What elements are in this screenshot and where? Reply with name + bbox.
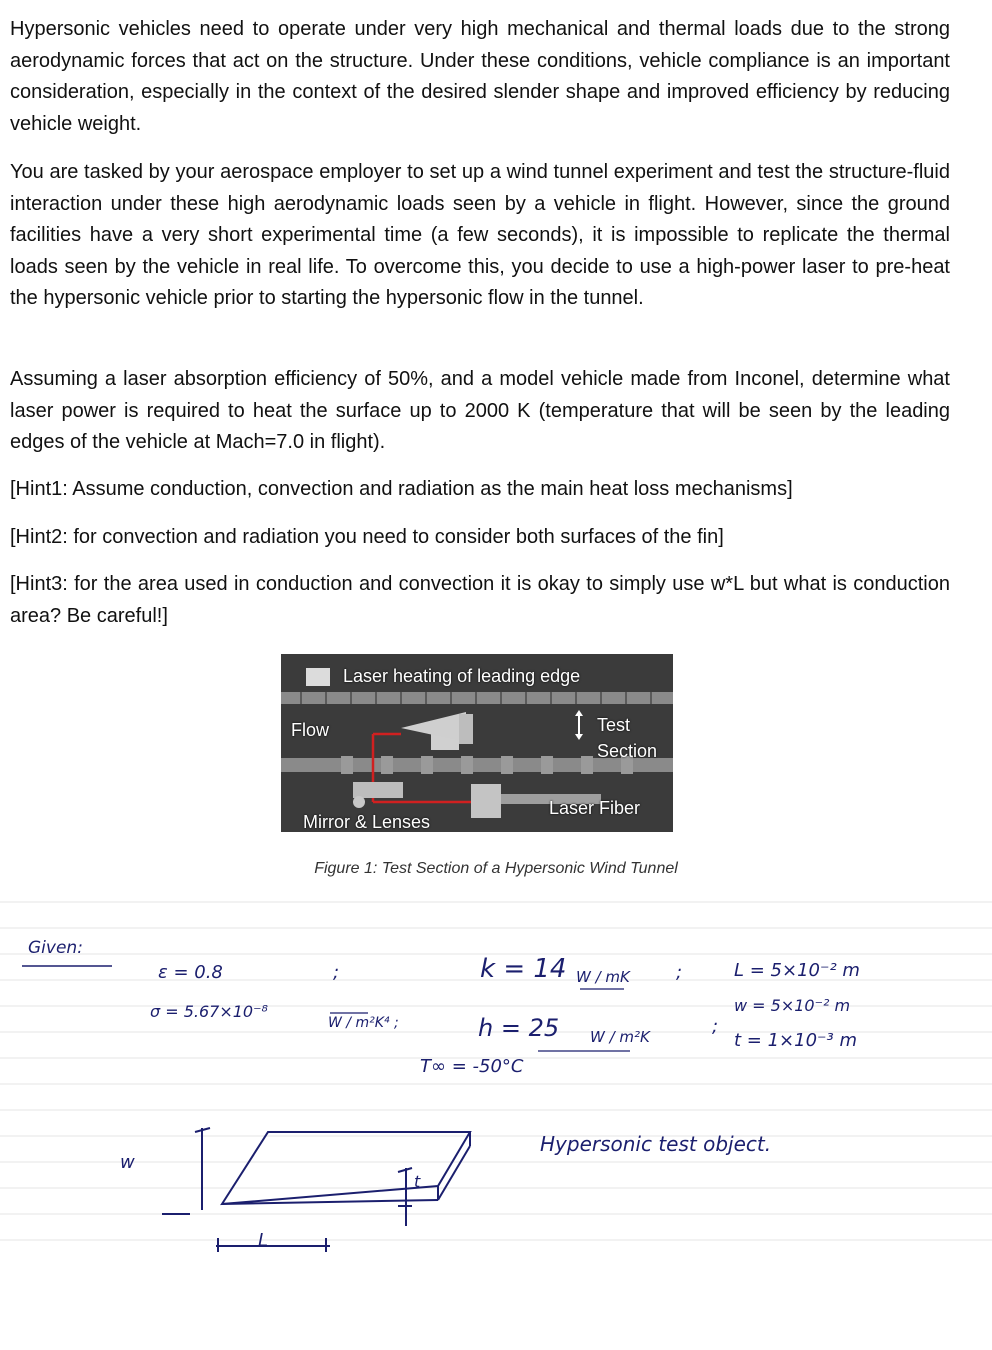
laser-fiber-label: Laser Fiber	[549, 798, 641, 818]
flow-label: Flow	[291, 720, 330, 740]
ambient-temperature-value: T∞ = -50°C	[420, 1056, 524, 1077]
conductivity-value: k = 14	[480, 954, 567, 984]
wind-tunnel-figure	[281, 654, 673, 832]
stefan-boltzmann-units: W / m²K⁴ ;	[328, 1015, 399, 1031]
paragraph-intro: Hypersonic vehicles need to operate under very high mechanical and thermal loads due to the strong aerodynamic forces that act on the structure. Under these conditions, vehicle compliance is an important consideration, especially in the context of the desired slender shape and improved efficiency by reducing vehicle weight.	[10, 18, 950, 135]
sketch-label-t: t	[414, 1172, 421, 1191]
semicolon-1: ;	[333, 962, 340, 983]
mirror-lenses-label: Mirror & Lenses	[303, 812, 431, 832]
handwritten-notes	[0, 890, 992, 1350]
hint-2: [Hint2: for convection and radiation you need to consider both surfaces of the fin]	[10, 526, 724, 548]
hint-3: [Hint3: for the area used in conduction and convection it is okay to simply use w*L but what is conduction area? Be careful!]	[10, 573, 950, 627]
hypersonic-object-note: Hypersonic test object.	[540, 1132, 772, 1156]
semicolon-3: ;	[712, 1016, 719, 1037]
width-value: w = 5×10⁻² m	[734, 996, 851, 1015]
semicolon-2: ;	[676, 962, 683, 983]
emissivity-value: ε = 0.8	[158, 962, 223, 983]
sketch-label-L: L	[258, 1230, 269, 1251]
convection-coefficient-units: W / m²K	[590, 1028, 650, 1046]
conductivity-units: W / mK	[576, 968, 630, 986]
paragraph-question: Assuming a laser absorption efficiency of 50%, and a model vehicle made from Inconel, determine what laser power is required to heat the surface up to 2000 K (temperature that will be seen by the leading edges of the vehicle at Mach=7.0 in flight).	[10, 368, 950, 453]
length-value: L = 5×10⁻² m	[734, 960, 860, 981]
sketch-label-w: w	[120, 1152, 135, 1173]
figure-title-label: Laser heating of leading edge	[343, 666, 581, 686]
hint-1: [Hint1: Assume conduction, convection and radiation as the main heat loss mechanisms]	[10, 478, 793, 500]
thickness-value: t = 1×10⁻³ m	[734, 1030, 857, 1051]
paragraph-task: You are tasked by your aerospace employer to set up a wind tunnel experiment and test the structure-fluid interaction under these high aerodynamic loads seen by a vehicle in flight. However, since the ground facilities have a very short experimental time (a few seconds), it is impossible to replicate the thermal loads seen by the vehicle in real life. To overcome this, you decide to use a high-power laser to pre-heat the hypersonic vehicle prior to starting the hypersonic flow in the tunnel.	[10, 161, 950, 309]
test-section-label: Test Section	[597, 715, 658, 761]
stefan-boltzmann-value: σ = 5.67×10⁻⁸	[150, 1002, 268, 1021]
convection-coefficient-value: h = 25	[478, 1014, 560, 1042]
given-heading: Given:	[28, 938, 83, 958]
figure-caption: Figure 1: Test Section of a Hypersonic Wind Tunnel	[314, 860, 678, 877]
